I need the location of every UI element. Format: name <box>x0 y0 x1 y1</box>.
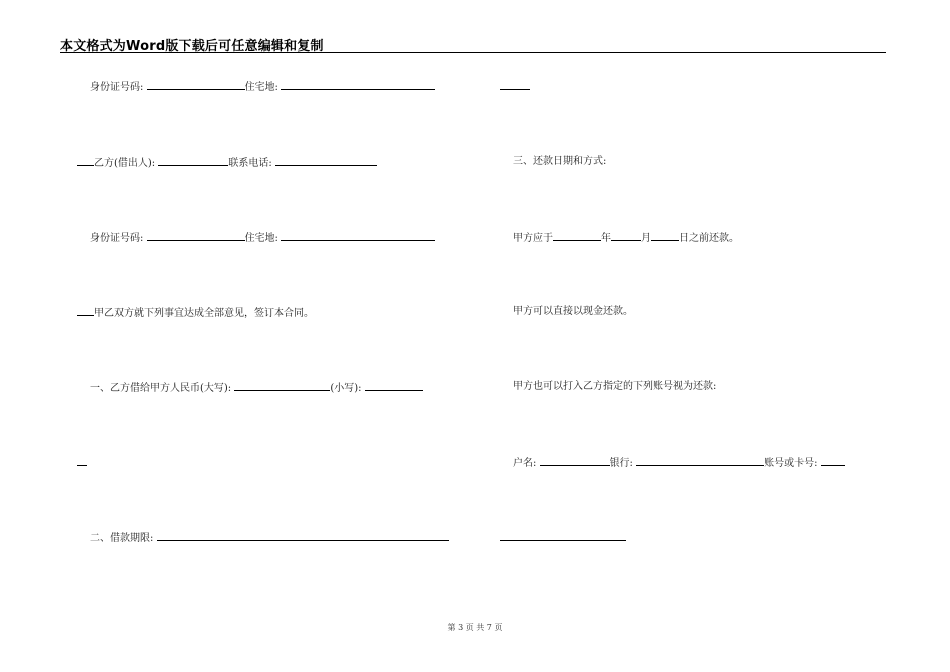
agreement-text: 甲乙双方就下列事宜达成全部意见，签订本合同。 <box>94 308 314 319</box>
right-line-cash <box>513 305 633 319</box>
page-footer: 第 3 页 共 7 页 <box>447 623 503 632</box>
amount-lowercase-label: (小写): <box>330 383 362 394</box>
right-line-continuation-2 <box>500 530 626 546</box>
left-line-amount <box>90 380 423 396</box>
bank-label: 银行: <box>609 458 633 469</box>
right-line-continuation-1 <box>500 79 530 95</box>
address-label: 住宅地: <box>244 82 278 93</box>
account-name-blank[interactable] <box>540 455 610 466</box>
left-line-term <box>90 530 449 546</box>
account-name-label: 户名: <box>513 458 537 469</box>
lender-blank[interactable] <box>158 155 228 166</box>
id-number-label: 身份证号码: <box>90 82 144 93</box>
account-number-blank[interactable] <box>821 455 845 466</box>
lender-label: 乙方(借出人): <box>94 158 156 169</box>
header-title: 本文格式为Word版下载后可任意编辑和复制 <box>60 39 324 54</box>
header-divider <box>60 52 886 53</box>
phone-label: 联系电话: <box>228 158 272 169</box>
right-line-account <box>513 455 845 471</box>
right-line-repayment-heading <box>513 155 606 169</box>
left-line-id-address-2 <box>90 230 435 246</box>
repay-by-label: 甲方应于 <box>513 233 553 244</box>
amount-uppercase-label: 一、乙方借给甲方人民币(大写): <box>90 383 232 394</box>
day-label: 日之前还款。 <box>679 233 739 244</box>
right-line-transfer <box>513 380 716 394</box>
transfer-repayment-text: 甲方也可以打入乙方指定的下列账号视为还款: <box>513 381 717 392</box>
year-blank[interactable] <box>553 230 601 241</box>
indent-blank-2 <box>77 305 94 316</box>
address-blank-2[interactable] <box>281 230 435 241</box>
amount-lowercase-blank[interactable] <box>365 380 423 391</box>
right-line-repayment-date <box>513 230 739 246</box>
phone-blank[interactable] <box>275 155 377 166</box>
loan-term-blank[interactable] <box>157 530 449 541</box>
address-blank[interactable] <box>281 79 435 90</box>
left-line-lender <box>77 155 377 171</box>
document-header <box>60 33 886 53</box>
month-label: 月 <box>641 233 651 244</box>
right-continuation-blank-1[interactable] <box>500 79 530 90</box>
amount-uppercase-blank[interactable] <box>234 380 330 391</box>
year-label: 年 <box>601 233 611 244</box>
repayment-heading: 三、还款日期和方式: <box>513 156 607 167</box>
cash-repayment-text: 甲方可以直接以现金还款。 <box>513 306 633 317</box>
account-number-label: 账号或卡号: <box>764 458 818 469</box>
day-blank[interactable] <box>651 230 679 241</box>
left-line-continuation <box>77 455 87 471</box>
id-number-blank-2[interactable] <box>147 230 245 241</box>
continuation-blank[interactable] <box>77 455 87 466</box>
left-line-id-address <box>90 79 435 95</box>
id-number-blank[interactable] <box>147 79 245 90</box>
left-line-agreement <box>77 305 314 321</box>
indent-blank <box>77 155 94 166</box>
id-number-label-2: 身份证号码: <box>90 233 144 244</box>
month-blank[interactable] <box>611 230 641 241</box>
address-label-2: 住宅地: <box>244 233 278 244</box>
right-continuation-blank-2[interactable] <box>500 530 626 541</box>
bank-blank[interactable] <box>636 455 764 466</box>
loan-term-label: 二、借款期限: <box>90 533 154 544</box>
